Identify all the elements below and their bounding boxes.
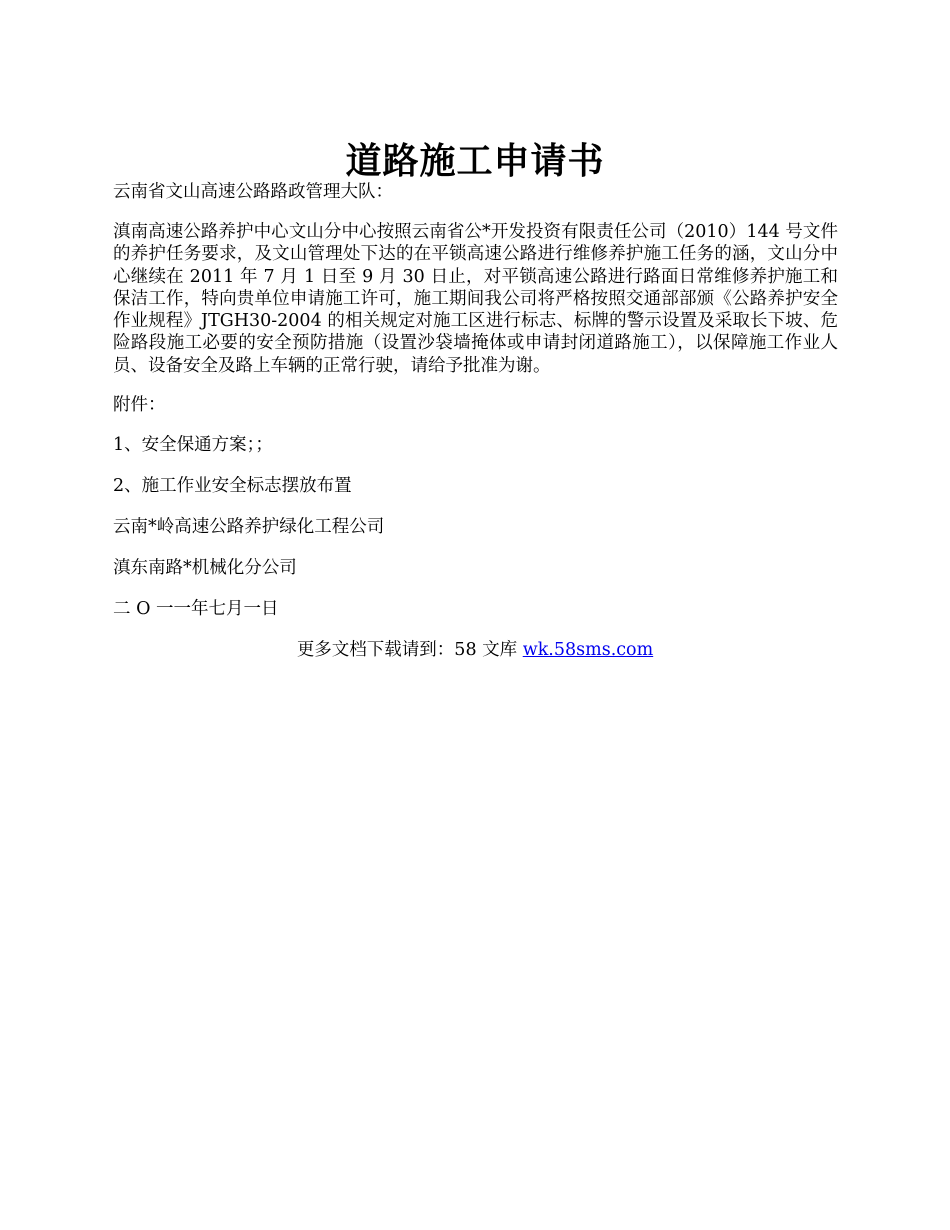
attachment-item-1: 1、安全保通方案；；: [113, 435, 273, 455]
footer-text: 更多文档下载请到：58 文库: [296, 640, 523, 660]
attachment-item-2: 2、施工作业安全标志摆放布置: [113, 476, 352, 496]
attachments-label: 附件：: [113, 395, 166, 415]
footer-link[interactable]: wk.58sms.com: [522, 640, 654, 660]
salutation: 云南省文山高速公路路政管理大队：: [113, 182, 393, 202]
company-name-1: 云南*岭高速公路养护绿化工程公司: [113, 517, 385, 537]
download-footer: [0, 639, 950, 661]
document-date: 二 O 一一年七月一日: [113, 599, 279, 619]
company-name-2: 滇东南路*机械化分公司: [113, 558, 297, 578]
document-title: 道路施工申请书: [345, 140, 605, 183]
body-paragraph: 滇南高速公路养护中心文山分中心按照云南省公*开发投资有限责任公司（2010）144 号文件的养护任务要求，及文山管理处下达的在平锁高速公路进行维修养护施工任务的涵，文山分中心继续在 2011 年 7 月 1 日至 9 月 30 日止，对平锁高速公路进行路面日常维修养护施工和保洁工作，特向贵单位申请施工许可，施工期间我公司将严格按照交通部部颁《公路养护安全作业规程》JTGH30-2004 的相关规定对施工区进行标志、标牌的警示设置及采取长下坡、危险路段施工必要的安全预防措施（设置沙袋墙掩体或申请封闭道路施工），以保障施工作业人员、设备安全及路上车辆的正常行驶，请给予批准为谢。: [113, 222, 838, 376]
